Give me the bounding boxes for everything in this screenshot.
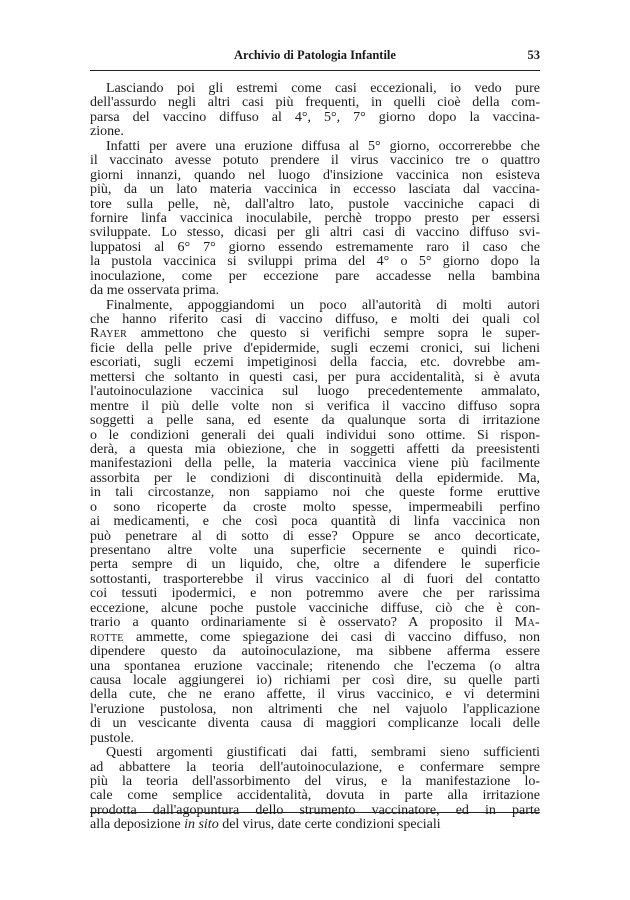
journal-title: Archivio di Patologia Infantile xyxy=(234,48,396,62)
text-line: pustole. xyxy=(90,730,134,746)
text-line: sottostanti, trasporterebbe il virus vaccinico al di fuori del contatto xyxy=(90,571,540,587)
text-line: da me osservata prima. xyxy=(90,283,220,299)
text-line: rotte ammette, come spiegazione dei casi di vaccino diffuso, non xyxy=(90,629,540,645)
text-line: eccezione, alcune poche pustole vacciniche diffuse, ciò che è con- xyxy=(90,600,540,616)
footer-rule xyxy=(90,812,540,813)
text-line: derà, a questa mia obiezione, che in soggetti affetti da preesistenti xyxy=(90,441,540,457)
text-line: Rayer ammettono che questo si verifichi sempre sopra le super- xyxy=(90,326,540,342)
text-line: Infatti per avere una eruzione diffusa al 5° giorno, occorrerebbe che xyxy=(106,138,540,154)
text-line: cale come semplice accidentalità, dovuta in parte alla irritazione xyxy=(90,788,540,804)
paragraph xyxy=(90,746,540,833)
text-line: l'eruzione pustolosa, non altrimenti che nel vajuolo l'applicazione xyxy=(90,701,540,717)
text-line: trario a quanto ordinariamente si è osservato? A proposito il Ma- xyxy=(90,615,540,631)
text-line: dell'assurdo negli altri casi più frequenti, in quelli cioè della com- xyxy=(90,95,540,111)
text-line: che hanno riferito casi di vaccino diffuso, e molti dei quali col xyxy=(90,312,540,327)
text-line: soggetti a pelle sana, ed esente da qualunque sorta di irritazione xyxy=(90,413,540,429)
text-line: tore sulla pelle, nè, dall'altro lato, pustole vacciniche capaci di xyxy=(90,196,540,212)
paragraph xyxy=(90,299,540,747)
text-line: di un vescicante diventa causa di maggiori complicanze locali delle xyxy=(90,716,540,732)
running-head xyxy=(90,48,540,66)
text-line: coi tessuti ipodermici, e non potremmo avere che per rarissima xyxy=(90,586,540,602)
text-line: in tali circostanze, non sappiamo noi che queste forme eruttive xyxy=(90,485,540,501)
text-line: Lasciando poi gli estremi come casi eccezionali, io vedo pure xyxy=(106,81,540,96)
text-line: ai medicamenti, e che così poca quantità di linfa vaccinica non xyxy=(90,514,540,530)
text-line: o sono ricoperte da croste molto spesse, impermeabili perfino xyxy=(90,499,540,515)
text-line: giorni innanzi, quando nel luogo d'insizione vaccinica non esisteva xyxy=(90,167,540,183)
text-line: manifestazioni della pelle, la materia vaccinica viene più facilmente xyxy=(90,456,540,472)
text-line: Questi argomenti giustificati dai fatti, sembrami sieno sufficienti xyxy=(106,745,540,761)
text-line: della cute, che ne erano affette, il virus vaccinico, e vi determini xyxy=(90,687,540,703)
text-line: più la teoria dell'assorbimento del virus, e la manifestazione lo- xyxy=(90,774,540,789)
text-line: sviluppate. Lo stesso, dicasi per gli altri casi di vaccino diffuso svi- xyxy=(90,225,540,241)
header-rule xyxy=(90,70,540,71)
author-name: Rayer xyxy=(90,326,128,342)
body-text xyxy=(90,82,540,833)
text-line: causa locale aggiungerei io) richiami per così dire, su quelle parti xyxy=(90,672,540,688)
text-line: zione. xyxy=(90,124,124,140)
text-line: ad abbattere la teoria dell'autoinoculazione, e confermare sempre xyxy=(90,759,540,775)
paragraph xyxy=(90,140,540,299)
text-line: prodotta dall'agopuntura dello strumento vaccinatore, ed in parte xyxy=(90,802,540,818)
text-line: la pustola vaccinica si sviluppi prima del 4° o 5° giorno dopo la xyxy=(90,254,540,270)
text-line: una spontanea eruzione vaccinale; ritenendo che l'eczema (o altra xyxy=(90,658,540,674)
text-line: ficie della pelle prive d'epidermide, sugli eczemi cronici, sui licheni xyxy=(90,340,540,356)
text-line: alla deposizione in sito del virus, date certe condizioni speciali xyxy=(90,817,441,833)
text-line: luppatosi al 6° 7° giorno essendo estremamente raro il caso che xyxy=(90,239,540,255)
text-line: o le condizioni generali dei quali individui sono ottime. Si rispon- xyxy=(90,427,540,443)
text-line: mettersi che soltanto in questi casi, per pura accidentalità, si è avuta xyxy=(90,369,540,385)
text-line: perta sempre di un liquido, che, oltre a difendere le superficie xyxy=(90,557,540,573)
text-line: Finalmente, appoggiandomi un poco all'autorità di molti autori xyxy=(106,297,540,313)
text-line: parsa del vaccino diffuso al 4°, 5°, 7° giorno dopo la vaccina- xyxy=(90,109,540,125)
paragraph xyxy=(90,82,540,140)
author-name: Ma- xyxy=(514,615,540,631)
text-line: mentre il più delle volte non si verifica il vaccino diffuso sopra xyxy=(90,398,540,414)
text-line: inoculazione, come per eccezione pare accadesse nella bambina xyxy=(90,268,540,284)
text-line: può penetrare al di sotto di esse? Oppure se anco decorticate, xyxy=(90,528,540,544)
text-line: fornire linfa vaccinica inoculabile, perchè troppo presto per essersi xyxy=(90,210,540,226)
text-line: il vaccinato avesse potuto prendere il virus vaccinico tre o quattro xyxy=(90,153,540,169)
italic-phrase: in sito xyxy=(184,817,219,833)
page-number: 53 xyxy=(527,48,540,62)
author-name: rotte xyxy=(90,629,124,645)
text-line: assorbita per le condizioni di discontinuità della epidermide. Ma, xyxy=(90,470,540,486)
text-line: presentano altre volte una superficie secernente e quindi rico- xyxy=(90,543,540,558)
text-line: più, da un lato materia vaccinica in eccesso lasciata dal vaccina- xyxy=(90,182,540,198)
text-line: dipendere questo da autoinoculazione, ma sibbene afferma essere xyxy=(90,644,540,660)
text-line: l'autoinoculazione vaccinica sul luogo precedentemente ammalato, xyxy=(90,384,540,400)
text-line: escoriati, sugli eczemi impetiginosi della faccia, etc. dovrebbe am- xyxy=(90,355,540,371)
